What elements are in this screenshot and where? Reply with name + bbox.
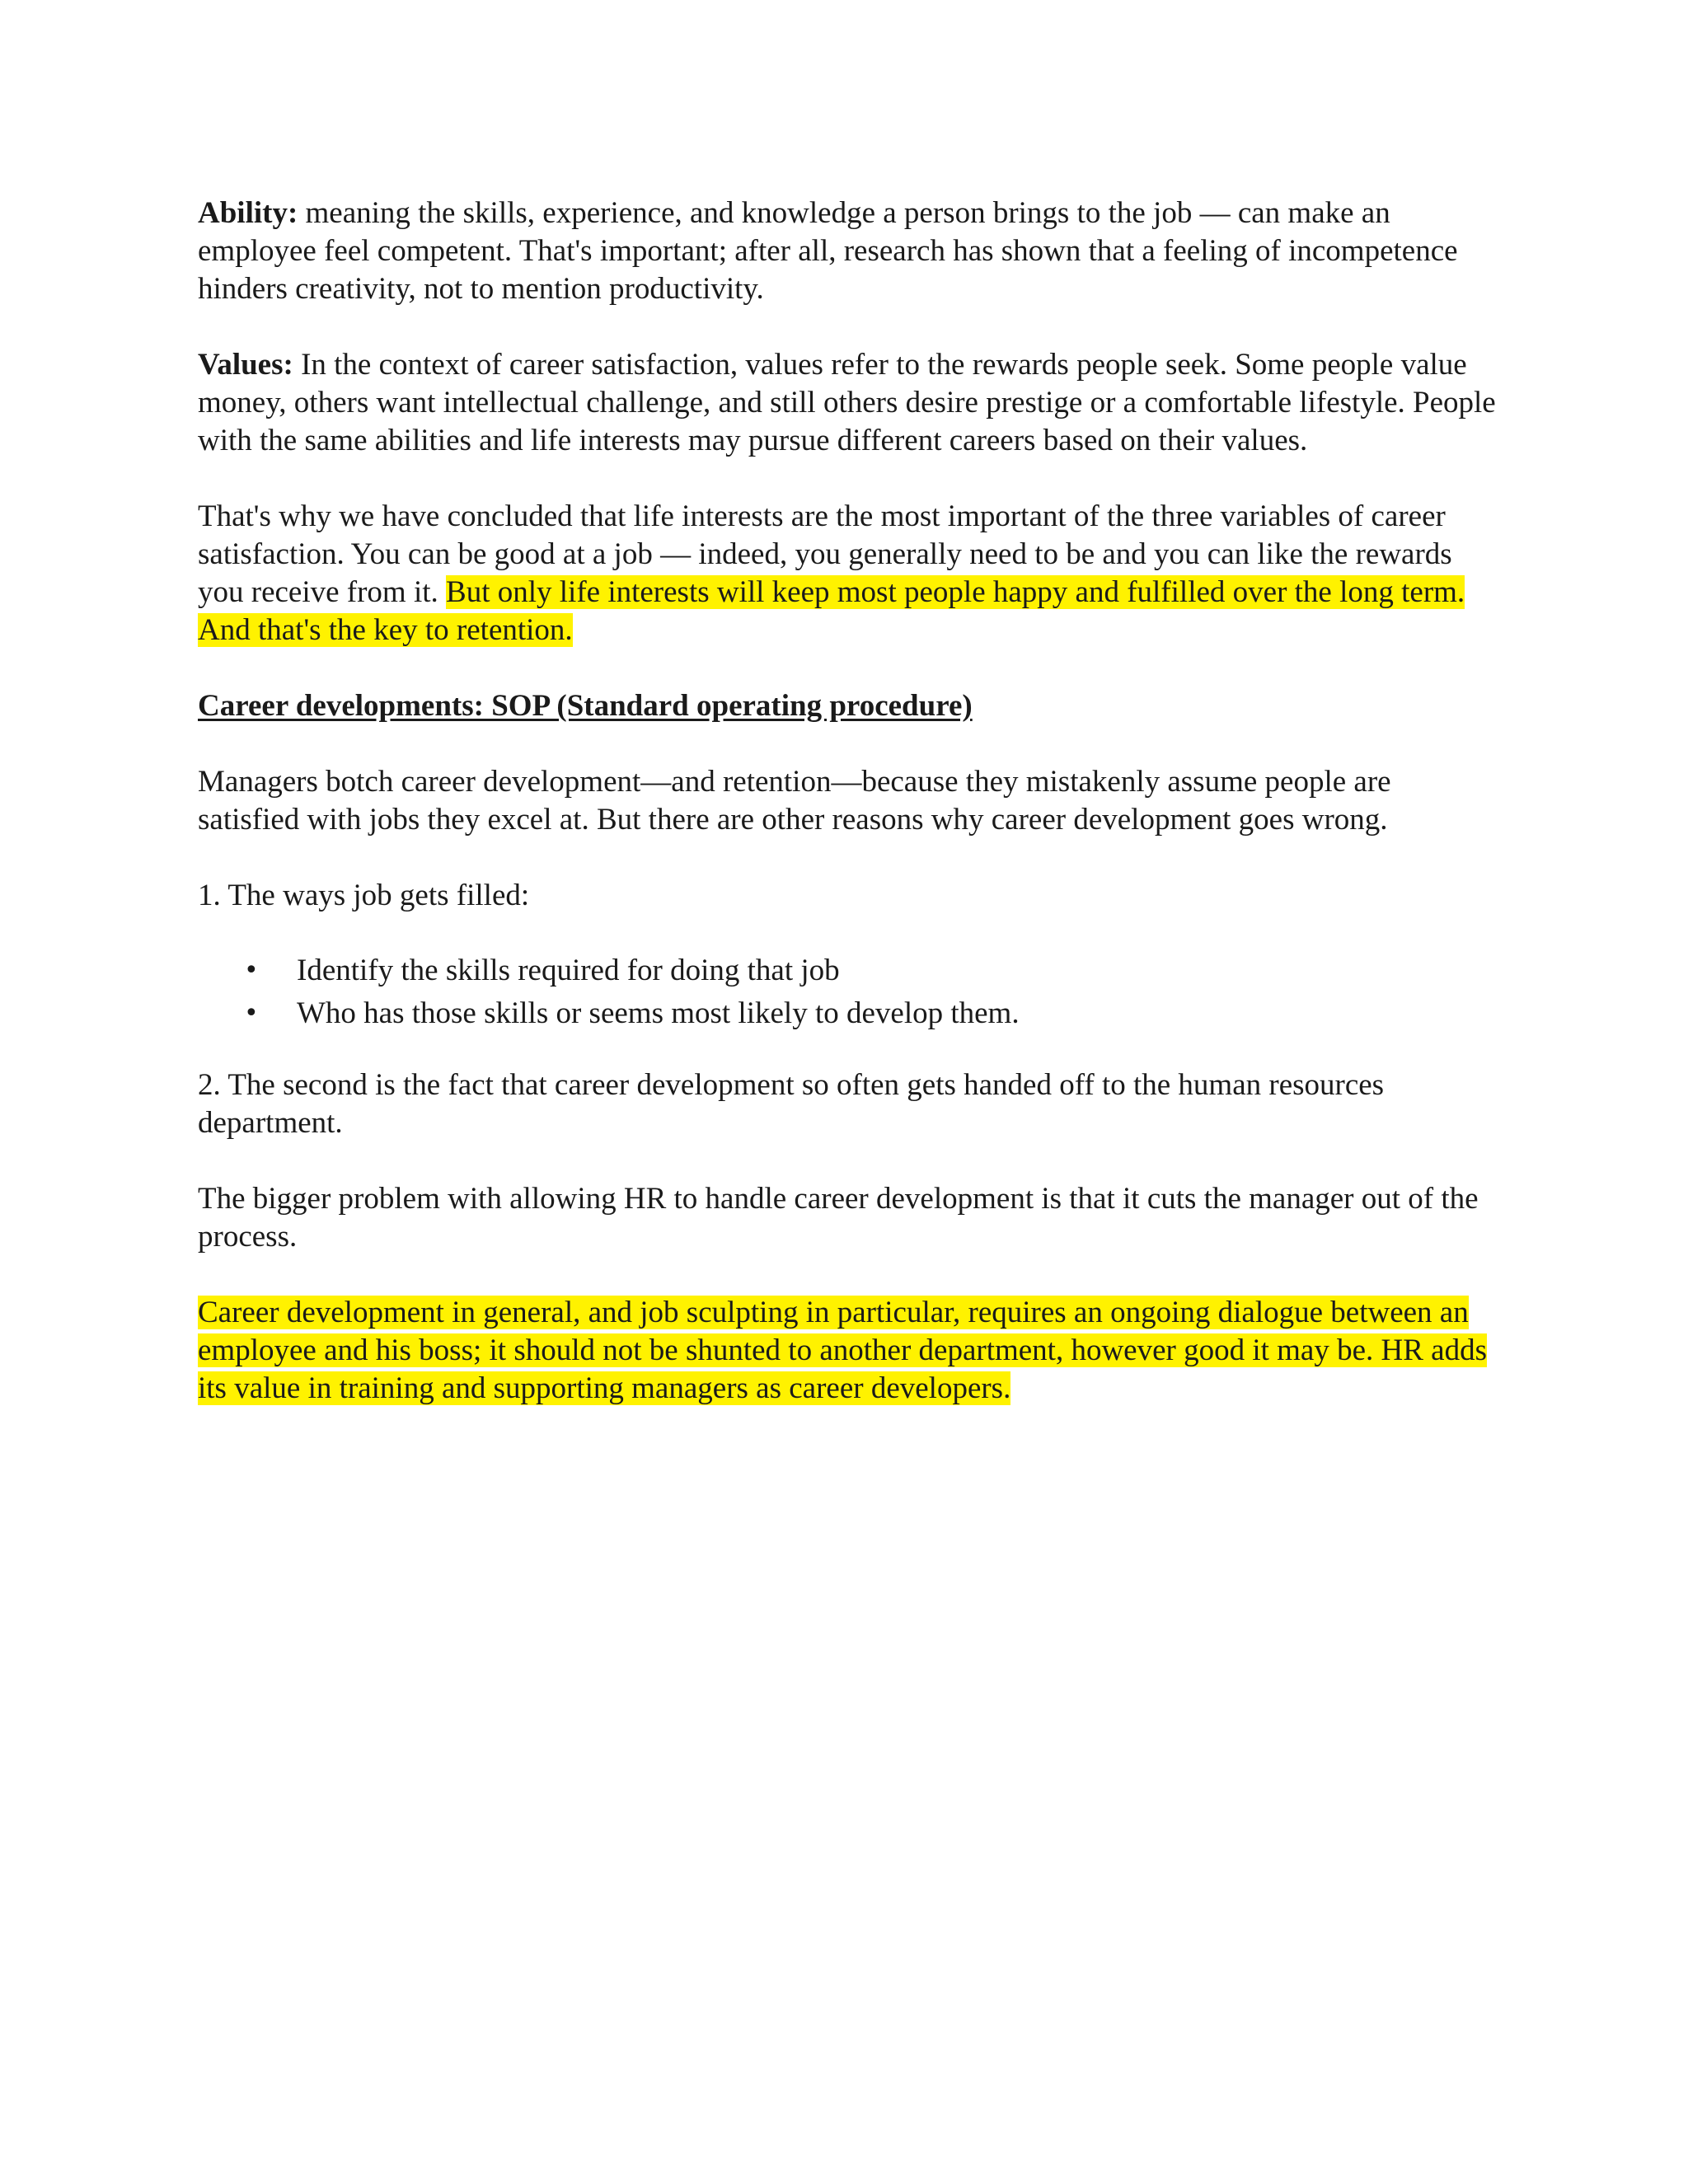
spacer: [198, 1256, 1500, 1294]
bullet-list: [198, 949, 1500, 1035]
conclusion-highlight: But only life interests will keep most people happy and fulfilled over the long term. And that's the key to retention.: [198, 575, 1465, 647]
closing-paragraph: [198, 1294, 1500, 1408]
list-item: [198, 949, 1500, 992]
spacer: [198, 1142, 1500, 1180]
conclusion-paragraph: [198, 498, 1500, 649]
bullet-text: Who has those skills or seems most likely to develop them.: [297, 996, 1020, 1030]
closing-highlight: Career development in general, and job sculpting in particular, requires an ongoing dialogue between an employee and his boss; it should not be shunted to another department, however good it may be. HR adds its value in training and supporting managers as career developers.: [198, 1296, 1487, 1405]
point-one: 1. The ways job gets filled:: [198, 879, 530, 912]
spacer: [198, 460, 1500, 498]
values-term: Values:: [198, 348, 293, 382]
spacer: [198, 839, 1500, 877]
point-two: 2. The second is the fact that career development so often gets handed off to the human resources department.: [198, 1068, 1385, 1140]
spacer: [198, 725, 1500, 763]
problem-paragraph: The bigger problem with allowing HR to handle career development is that it cuts the manager out of the process.: [198, 1182, 1479, 1254]
spacer: [198, 308, 1500, 346]
ability-term: Ability:: [198, 196, 298, 230]
spacer: [198, 1035, 1500, 1066]
spacer: [198, 649, 1500, 687]
section-heading: Career developments: SOP (Standard operating procedure): [198, 689, 973, 723]
values-text: In the context of career satisfaction, values refer to the rewards people seek. Some people value money, others want intellectual challenge, and still others desire prestige or a comfortable lifestyle. People with the same abilities and life interests may pursue different careers based on their values.: [198, 348, 1496, 457]
bullet-text: Identify the skills required for doing that job: [297, 954, 840, 987]
ability-text: meaning the skills, experience, and knowledge a person brings to the job — can make an employee feel competent. That's important; after all, research has shown that a feeling of incompetence hinders creativity, not to mention productivity.: [198, 196, 1458, 306]
document-page: [198, 194, 1500, 1408]
list-item: [198, 992, 1500, 1035]
spacer: [198, 915, 1500, 949]
conclusion-text: That's why we have concluded that life interests are the most important of the three variables of career satisfaction. You can be good at a job — indeed, you generally need to be and you can like the rewards you receive from it.: [198, 499, 1452, 609]
ability-paragraph: [198, 194, 1500, 308]
values-paragraph: [198, 346, 1500, 460]
bullet-icon: •: [244, 999, 259, 1028]
intro-paragraph: Managers botch career development—and retention—because they mistakenly assume people are satisfied with jobs they excel at. But there are other reasons why career development goes wrong.: [198, 765, 1391, 837]
bullet-icon: •: [244, 956, 259, 985]
